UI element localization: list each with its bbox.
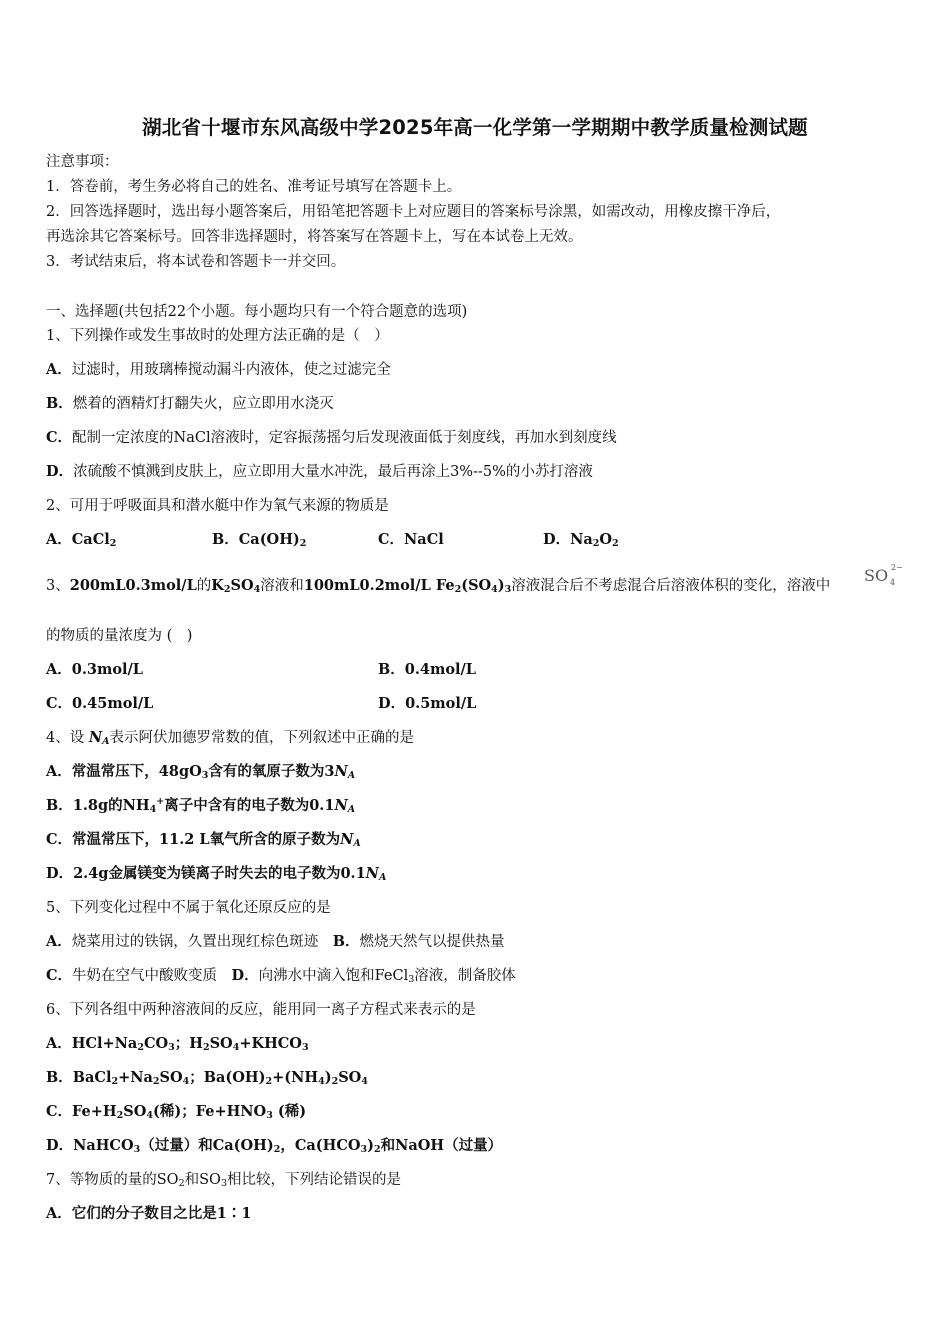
sulfate-ion-formula: SO 2− 4 <box>864 563 903 587</box>
section-heading: 一、选择题(共包括22个小题。每小题均只有一个符合题意的选项) <box>46 304 468 320</box>
question-4: 4、设 $N_A$表示阿伏加德罗常数的值，下列叙述中正确的是 <box>46 729 414 747</box>
q1-option-a-text: 过滤时，用玻璃棒搅动漏斗内液体，使之过滤完全 <box>71 362 391 378</box>
q1-option-b-text: 燃着的酒精灯打翻失火，应立即用水浇灭 <box>72 396 334 412</box>
q6-option-c: C．$Fe+H_2SO_4$(稀)；$Fe+HNO_3$ (稀) <box>46 1103 307 1121</box>
q2-option-a: A．CaCl$_2$ <box>46 531 117 549</box>
option-letter: D． <box>46 463 74 480</box>
q2-option-d: D．$Na_2O_2$ <box>543 531 619 549</box>
question-6: 6、下列各组中两种溶液间的反应，能用同一离子方程式来表示的是 <box>46 1002 476 1018</box>
q4-option-d: D．2.4g金属镁变为镁离子时失去的电子数为$0.1N_A$ <box>46 865 387 883</box>
q3-option-b: B．0.4mol/L <box>378 661 477 678</box>
q6-option-d: D．NaHCO$_3$（过量）和$Ca(OH)_2$，$Ca(HCO_3)_2$和NaOH（过量） <box>46 1137 503 1155</box>
option-letter: C． <box>46 429 73 446</box>
q1-option-d-text: 浓硫酸不慎溅到皮肤上，应立即用大量水冲洗，最后再涂上3%--5%的小苏打溶液 <box>73 464 593 480</box>
notice-heading: 注意事项： <box>46 154 119 170</box>
q6-option-a: A．$HCl+Na_2CO_3$；$H_2SO_4+KHCO_3$ <box>46 1035 309 1053</box>
option-letter: B． <box>46 395 73 412</box>
q6-option-b: B．$BaCl_2+Na_2SO_4$；$Ba(OH)_2+(NH_4)_2SO_4$ <box>46 1069 368 1087</box>
q1-option-c <box>46 428 617 448</box>
q4-option-a: A．常温常压下，$48gO_3$含有的氧原子数为$3N_A$ <box>46 763 356 781</box>
question-3-cont: 的物质的量浓度为 ( ) <box>46 628 193 644</box>
option-letter: A． <box>46 361 72 378</box>
q5-options-row1: A．烧菜用过的铁锅，久置出现红棕色斑迹 B．燃烧天然气以提供热量 <box>46 933 505 950</box>
notice-item-3: 3．考试结束后，将本试卷和答题卡一并交回。 <box>46 254 346 270</box>
q3-option-d: D．0.5mol/L <box>378 695 477 712</box>
q1-option-a <box>46 360 391 380</box>
exam-title: 湖北省十堰市东风高级中学2025年高一化学第一学期期中教学质量检测试题 <box>142 116 808 139</box>
notice-item-2-cont: 再选涂其它答案标号。回答非选择题时，将答案写在答题卡上，写在本试卷上无效。 <box>46 229 583 245</box>
question-7: 7、等物质的量的$SO_2$和$SO_3$相比较，下列结论错误的是 <box>46 1172 401 1189</box>
q5-options-row2: C．牛奶在空气中酸败变质 D．向沸水中滴入饱和FeCl$_3$溶液，制备胶体 <box>46 967 516 985</box>
question-3: 3、200mL0.3mol/L的$K_2SO_4$溶液和100mL0.2mol/L $Fe_2(SO_4)_3$溶液混合后不考虑混合后溶液体积的变化，溶液中 <box>46 577 831 595</box>
question-1: 1、下列操作或发生事故时的处理方法正确的是（ ） <box>46 328 389 344</box>
q4-option-b: B．1.8g的$NH_4^+$离子中含有的电子数为$0.1N_A$ <box>46 796 356 815</box>
q7-option-a: A．它们的分子数目之比是1∶1 <box>46 1205 252 1222</box>
q1-option-d <box>46 462 593 482</box>
q4-option-c: C．常温常压下，11.2 L氧气所含的原子数为$N_A$ <box>46 831 361 849</box>
q1-option-c-text: 配制一定浓度的NaCl溶液时，定容振荡摇匀后发现液面低于刻度线，再加水到刻度线 <box>72 430 617 446</box>
q2-option-b: B．$Ca(OH)_2$ <box>212 531 307 549</box>
question-2: 2、可用于呼吸面具和潜水艇中作为氧气来源的物质是 <box>46 498 389 514</box>
notice-item-2: 2．回答选择题时，选出每小题答案后，用铅笔把答题卡上对应题目的答案标号涂黑，如需改动，用橡皮擦干净后， <box>46 204 781 220</box>
notice-item-1: 1．答卷前，考生务必将自己的姓名、准考证号填写在答题卡上。 <box>46 179 462 195</box>
q1-option-b <box>46 394 334 414</box>
q3-option-a: A．0.3mol/L <box>46 661 144 678</box>
q3-option-c: C．0.45mol/L <box>46 695 154 712</box>
question-5: 5、下列变化过程中不属于氧化还原反应的是 <box>46 900 331 916</box>
q2-option-c: C．NaCl <box>378 531 444 548</box>
